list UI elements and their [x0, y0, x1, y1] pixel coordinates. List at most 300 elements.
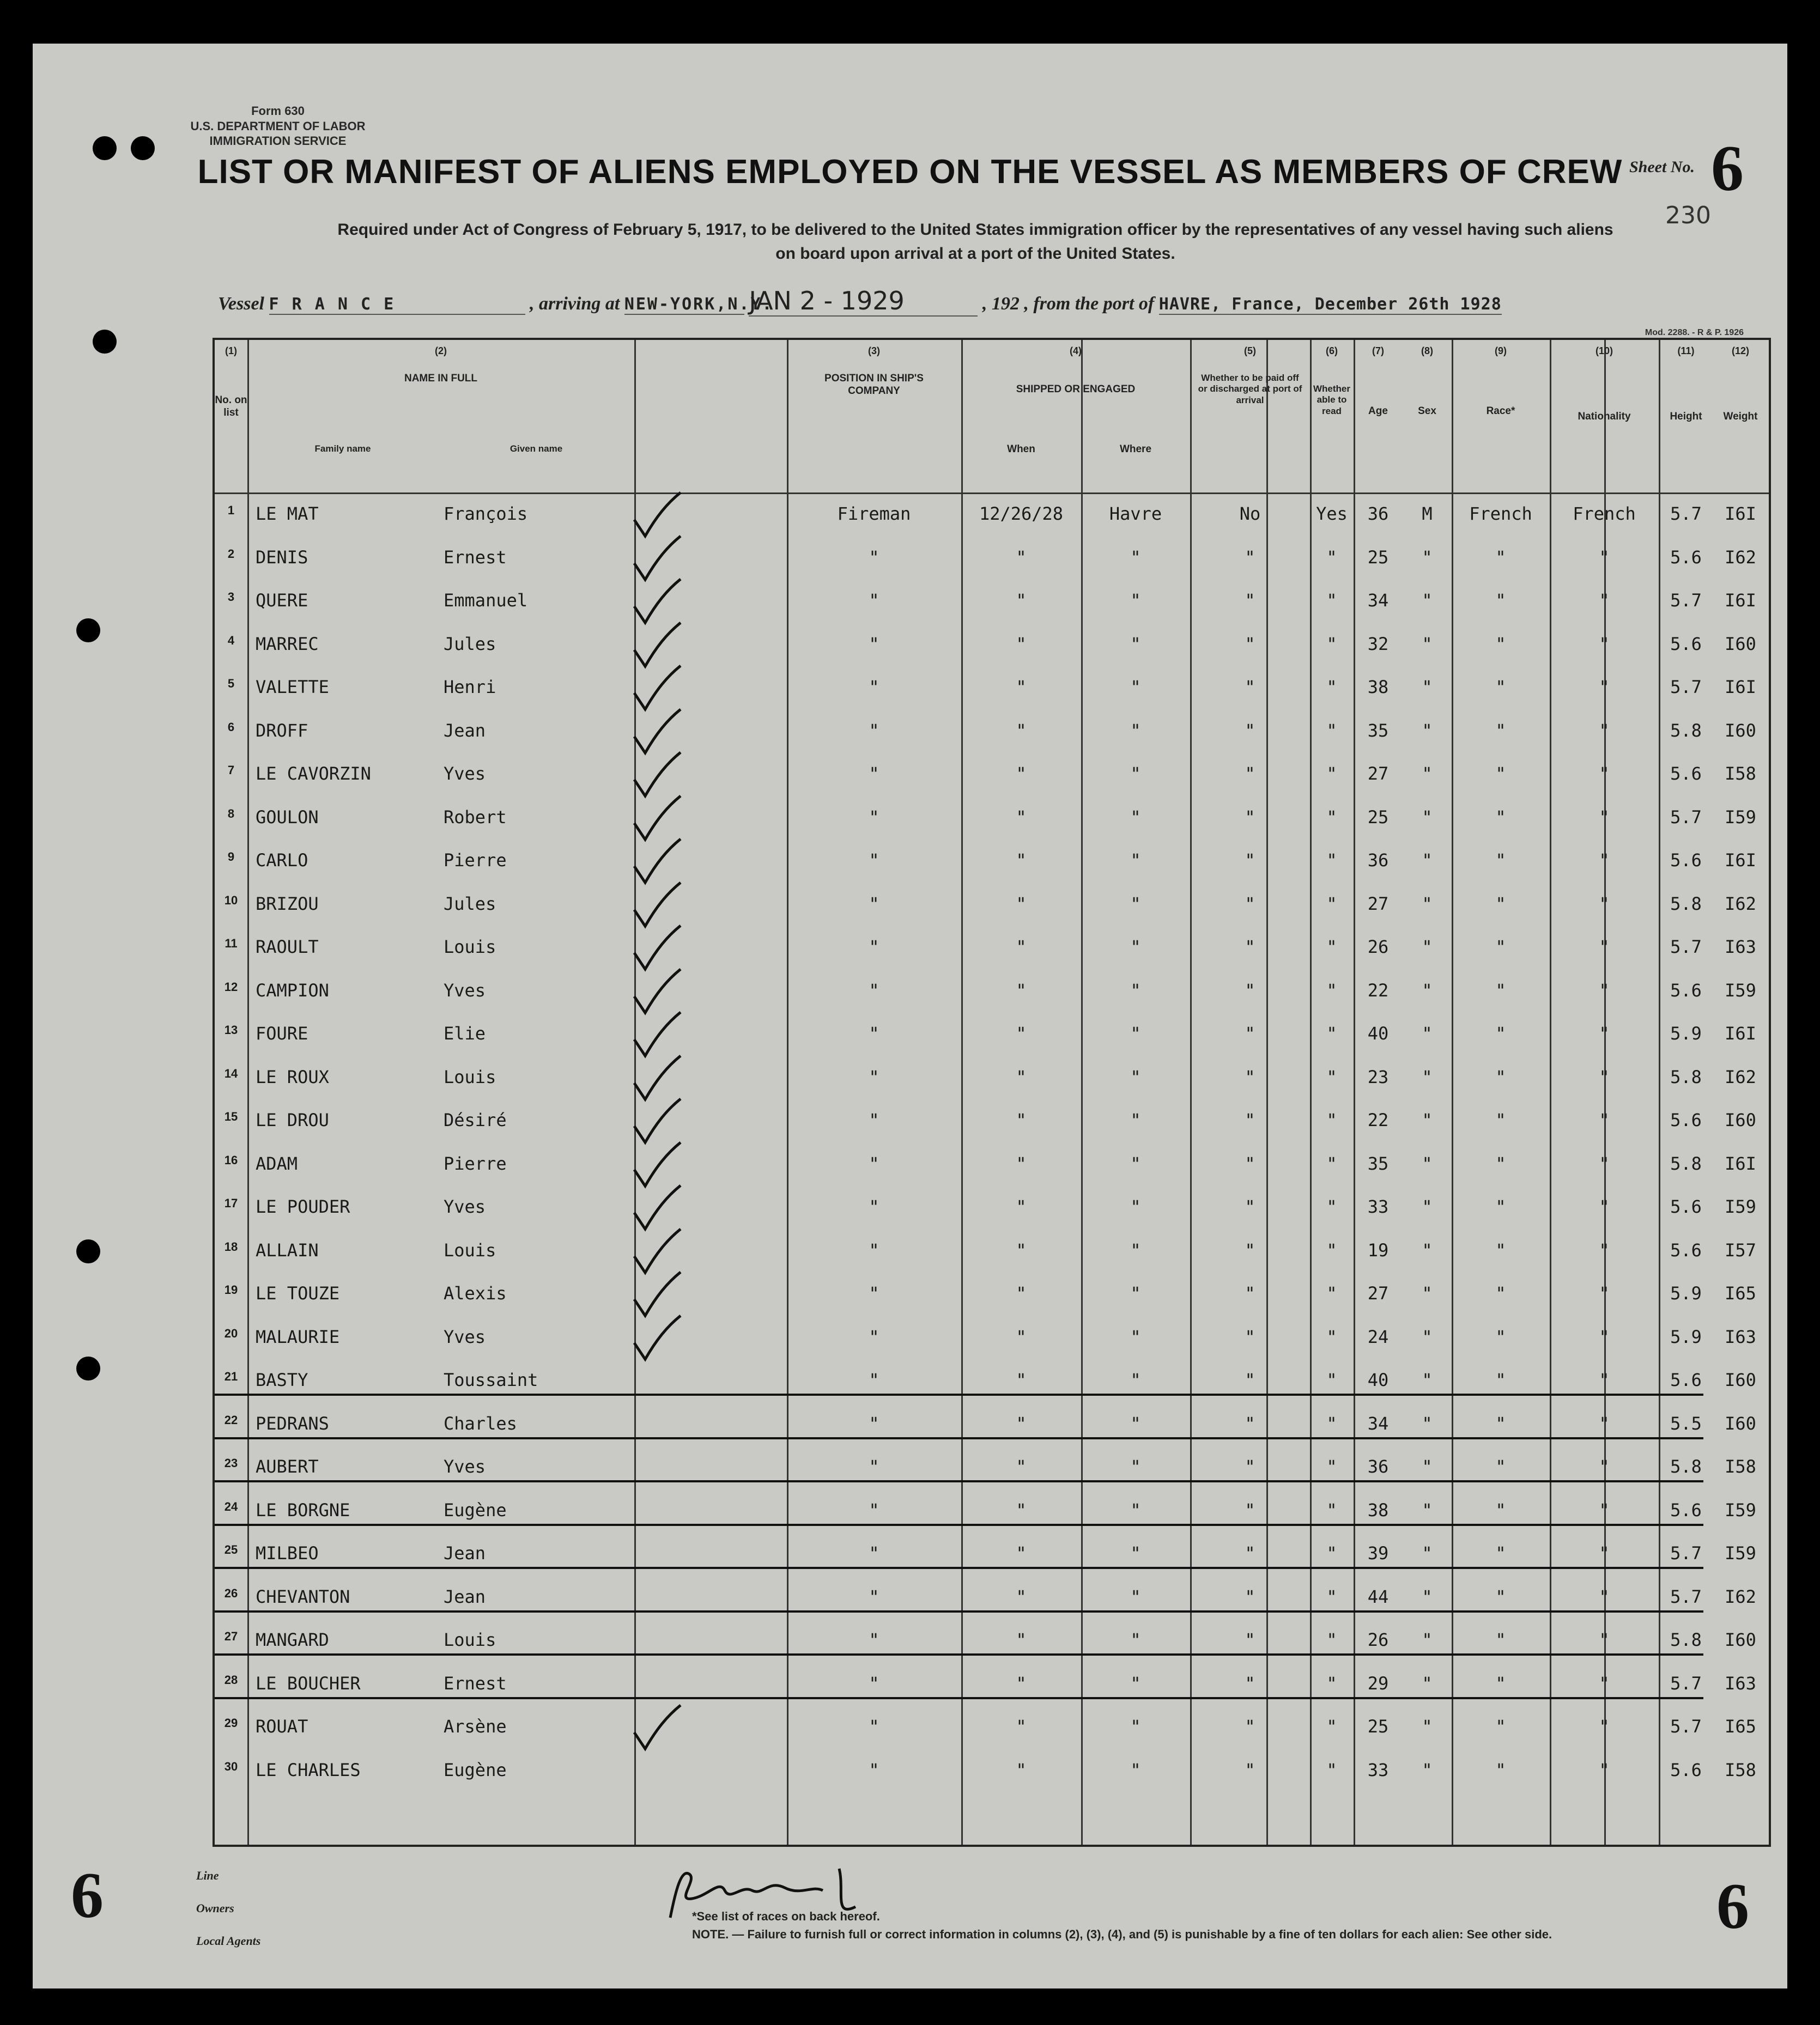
position: " — [869, 1110, 879, 1130]
paid-off: " — [1245, 1066, 1255, 1087]
given-name: Ernest — [444, 1673, 507, 1694]
family-name: ADAM — [256, 1153, 298, 1174]
strikethrough-line — [215, 1524, 1703, 1526]
shipped-where: Havre — [1109, 503, 1162, 524]
shipped-where: " — [1130, 1110, 1141, 1130]
given-name: Yves — [444, 763, 486, 784]
row-number: 13 — [224, 1023, 238, 1037]
race: " — [1495, 1716, 1506, 1737]
crew-table — [213, 338, 1771, 1847]
able-to-read: " — [1326, 1283, 1337, 1304]
nationality: " — [1599, 1153, 1610, 1174]
row-number: 16 — [224, 1153, 238, 1167]
paid-off: " — [1245, 546, 1255, 568]
weight: I6I — [1725, 503, 1756, 524]
position: " — [869, 1326, 879, 1347]
sex: " — [1422, 937, 1433, 957]
nationality: " — [1599, 546, 1610, 568]
from-port-label: , from the port of — [1024, 294, 1155, 314]
table-row — [215, 590, 1769, 633]
height: 5.8 — [1670, 1153, 1702, 1174]
shipped-where: " — [1130, 1413, 1141, 1434]
race: " — [1495, 1586, 1506, 1607]
able-to-read: " — [1326, 1370, 1337, 1390]
height: 5.8 — [1670, 893, 1702, 914]
local-agents-label: Local Agents — [196, 1934, 261, 1948]
strikethrough-line — [215, 1653, 1703, 1656]
row-number: 17 — [224, 1196, 238, 1210]
height: 5.7 — [1670, 503, 1702, 524]
family-name: LE POUDER — [256, 1196, 350, 1217]
shipped-when: " — [1016, 546, 1027, 568]
nationality: " — [1599, 980, 1610, 1001]
shipped-when: " — [1016, 1456, 1027, 1477]
vessel-label: Vessel — [218, 294, 264, 314]
given-name: Désiré — [444, 1110, 507, 1130]
page-stamp: 230 — [1665, 202, 1711, 229]
sex: " — [1422, 1239, 1433, 1261]
age: 35 — [1367, 1153, 1389, 1174]
shipped-when: " — [1016, 1239, 1027, 1261]
weight: I57 — [1725, 1239, 1756, 1261]
nationality: " — [1599, 1066, 1610, 1087]
row-number: 8 — [227, 806, 235, 820]
shipped-where: " — [1130, 1066, 1141, 1087]
weight: I63 — [1725, 1326, 1756, 1347]
nationality: " — [1599, 1629, 1610, 1650]
shipped-where: " — [1130, 1716, 1141, 1737]
shipped-where: " — [1130, 1456, 1141, 1477]
table-row — [215, 763, 1769, 806]
family-name: BASTY — [256, 1370, 308, 1390]
row-number: 10 — [224, 893, 238, 907]
position: " — [869, 1629, 879, 1650]
position: " — [869, 980, 879, 1001]
shipped-where: " — [1130, 1629, 1141, 1650]
shipped-where: " — [1130, 1499, 1141, 1521]
form-reference: Mod. 2288. - R & P. 1926 — [1645, 328, 1744, 337]
age: 19 — [1367, 1239, 1389, 1261]
family-name: LE CHARLES — [256, 1759, 361, 1780]
nationality: " — [1599, 1370, 1610, 1390]
height: 5.6 — [1670, 980, 1702, 1001]
nationality: " — [1599, 1586, 1610, 1607]
punch-hole — [76, 1239, 100, 1263]
family-name: AUBERT — [256, 1456, 319, 1477]
races-note: *See list of races on back hereof. — [692, 1910, 880, 1923]
sex: M — [1422, 503, 1433, 524]
nationality: " — [1599, 937, 1610, 957]
family-name: MILBEO — [256, 1543, 319, 1564]
position: " — [869, 720, 879, 741]
able-to-read: " — [1326, 1716, 1337, 1737]
given-name: Alexis — [444, 1283, 507, 1304]
row-number: 2 — [227, 546, 235, 561]
position: " — [869, 1413, 879, 1434]
family-name: MARREC — [256, 633, 319, 654]
race: " — [1495, 1370, 1506, 1390]
nationality: " — [1599, 893, 1610, 914]
family-name: MALAURIE — [256, 1326, 340, 1347]
weight: I63 — [1725, 1673, 1756, 1694]
nationality: " — [1599, 1413, 1610, 1434]
race: " — [1495, 1326, 1506, 1347]
paid-off: " — [1245, 1413, 1255, 1434]
given-name: Henri — [444, 677, 496, 697]
punch-hole — [131, 136, 155, 160]
shipped-where: " — [1130, 1023, 1141, 1044]
paid-off: " — [1245, 763, 1255, 784]
col-head-sex: Sex — [1418, 405, 1436, 417]
arriving-label: , arriving at — [530, 294, 620, 314]
race: " — [1495, 1759, 1506, 1780]
given-name: Jean — [444, 1586, 486, 1607]
shipped-when: " — [1016, 1370, 1027, 1390]
shipped-where: " — [1130, 1196, 1141, 1217]
row-number: 6 — [227, 720, 235, 734]
col-head-read: Whether able to read — [1313, 384, 1350, 416]
sex: " — [1422, 1066, 1433, 1087]
nationality: French — [1573, 503, 1636, 524]
race: " — [1495, 1499, 1506, 1521]
sex: " — [1422, 546, 1433, 568]
strikethrough-line — [215, 1610, 1703, 1613]
table-row — [215, 720, 1769, 763]
col-num-7: (7) — [1372, 345, 1384, 356]
given-name: Pierre — [444, 850, 507, 871]
table-row — [215, 1629, 1769, 1673]
row-number: 29 — [224, 1716, 238, 1730]
table-row — [215, 1067, 1769, 1110]
able-to-read: " — [1326, 1673, 1337, 1694]
col-head-weight: Weight — [1723, 411, 1758, 422]
weight: I62 — [1725, 1066, 1756, 1087]
race: " — [1495, 720, 1506, 741]
able-to-read: " — [1326, 763, 1337, 784]
shipped-where: " — [1130, 1326, 1141, 1347]
col-head-given: Given name — [509, 443, 563, 454]
row-number: 3 — [227, 590, 235, 604]
row-number: 25 — [224, 1543, 238, 1556]
given-name: Jean — [444, 720, 486, 741]
sex: " — [1422, 677, 1433, 697]
paid-off: " — [1245, 1110, 1255, 1130]
table-row — [215, 1673, 1769, 1716]
table-row — [215, 1716, 1769, 1759]
age: 24 — [1367, 1326, 1389, 1347]
paid-off: " — [1245, 1239, 1255, 1261]
subtitle-line-2: on board upon arrival at a port of the United States. — [775, 244, 1175, 263]
age: 33 — [1367, 1196, 1389, 1217]
shipped-when: " — [1016, 1543, 1027, 1564]
sex: " — [1422, 1629, 1433, 1650]
age: 38 — [1367, 677, 1389, 697]
shipped-when: " — [1016, 1110, 1027, 1130]
weight: I6I — [1725, 590, 1756, 611]
position: " — [869, 850, 879, 871]
paid-off: " — [1245, 1716, 1255, 1737]
family-name: CAMPION — [256, 980, 329, 1001]
nationality: " — [1599, 1499, 1610, 1521]
height: 5.6 — [1670, 850, 1702, 871]
check-mark-icon — [629, 1700, 683, 1754]
paid-off: " — [1245, 1370, 1255, 1390]
race: French — [1469, 503, 1532, 524]
position: " — [869, 1239, 879, 1261]
given-name: Robert — [444, 806, 507, 828]
sheet-number-footer-right: 6 — [1716, 1870, 1749, 1942]
sex: " — [1422, 850, 1433, 871]
row-number: 21 — [224, 1370, 238, 1383]
height: 5.8 — [1670, 1066, 1702, 1087]
col-head-family: Family name — [314, 443, 371, 454]
sex: " — [1422, 1370, 1433, 1390]
race: " — [1495, 1629, 1506, 1650]
sex: " — [1422, 1759, 1433, 1780]
able-to-read: " — [1326, 806, 1337, 828]
family-name: PEDRANS — [256, 1413, 329, 1434]
col-num-4: (4) — [1070, 345, 1082, 356]
shipped-when: " — [1016, 1629, 1027, 1650]
given-name: Elie — [444, 1023, 486, 1044]
able-to-read: " — [1326, 1543, 1337, 1564]
weight: I65 — [1725, 1716, 1756, 1737]
strikethrough-line — [215, 1697, 1703, 1699]
sex: " — [1422, 1456, 1433, 1477]
sex: " — [1422, 1716, 1433, 1737]
able-to-read: " — [1326, 1239, 1337, 1261]
age: 29 — [1367, 1673, 1389, 1694]
race: " — [1495, 937, 1506, 957]
departure-port: HAVRE, France, December 26th 1928 — [1158, 295, 1502, 314]
family-name: BRIZOU — [256, 893, 319, 914]
able-to-read: " — [1326, 546, 1337, 568]
race: " — [1495, 893, 1506, 914]
strikethrough-line — [215, 1437, 1703, 1439]
table-row — [215, 1327, 1769, 1370]
height: 5.6 — [1670, 1196, 1702, 1217]
age: 36 — [1367, 1456, 1389, 1477]
nationality: " — [1599, 1759, 1610, 1780]
form-number — [180, 104, 376, 149]
sex: " — [1422, 1326, 1433, 1347]
weight: I59 — [1725, 1196, 1756, 1217]
row-number: 15 — [224, 1110, 238, 1123]
row-number: 11 — [225, 937, 238, 950]
table-row — [215, 807, 1769, 850]
height: 5.9 — [1670, 1326, 1702, 1347]
weight: I63 — [1725, 937, 1756, 957]
race: " — [1495, 1110, 1506, 1130]
weight: I59 — [1725, 1543, 1756, 1564]
weight: I59 — [1725, 980, 1756, 1001]
table-row — [215, 1283, 1769, 1326]
family-name: LE BOUCHER — [256, 1673, 361, 1694]
height: 5.6 — [1670, 1499, 1702, 1521]
family-name: GOULON — [256, 806, 319, 828]
weight: I6I — [1725, 1023, 1756, 1044]
paid-off: No — [1239, 503, 1261, 524]
age: 26 — [1367, 1629, 1389, 1650]
weight: I6I — [1725, 850, 1756, 871]
age: 22 — [1367, 980, 1389, 1001]
shipped-when: " — [1016, 720, 1027, 741]
shipped-where: " — [1130, 1370, 1141, 1390]
age: 26 — [1367, 937, 1389, 957]
able-to-read: " — [1326, 1196, 1337, 1217]
age: 40 — [1367, 1370, 1389, 1390]
service-text: IMMIGRATION SERVICE — [209, 134, 347, 148]
shipped-when: " — [1016, 677, 1027, 697]
height: 5.7 — [1670, 1586, 1702, 1607]
family-name: CHEVANTON — [256, 1586, 350, 1607]
position: " — [869, 590, 879, 611]
paid-off: " — [1245, 1326, 1255, 1347]
weight: I58 — [1725, 1456, 1756, 1477]
sex: " — [1422, 763, 1433, 784]
sex: " — [1422, 1283, 1433, 1304]
sex: " — [1422, 1196, 1433, 1217]
able-to-read: " — [1326, 1586, 1337, 1607]
paid-off: " — [1245, 1283, 1255, 1304]
vessel-line — [218, 286, 1760, 317]
weight: I62 — [1725, 893, 1756, 914]
position: " — [869, 806, 879, 828]
table-row — [215, 1370, 1769, 1413]
age: 34 — [1367, 590, 1389, 611]
given-name: Yves — [444, 980, 486, 1001]
sex: " — [1422, 633, 1433, 654]
position: " — [869, 1283, 879, 1304]
shipped-when: " — [1016, 980, 1027, 1001]
race: " — [1495, 1023, 1506, 1044]
sex: " — [1422, 806, 1433, 828]
able-to-read: " — [1326, 677, 1337, 697]
height: 5.6 — [1670, 546, 1702, 568]
row-number: 22 — [224, 1413, 238, 1427]
given-name: Jules — [444, 893, 496, 914]
able-to-read: " — [1326, 1110, 1337, 1130]
nationality: " — [1599, 677, 1610, 697]
shipped-when: " — [1016, 1413, 1027, 1434]
paid-off: " — [1245, 1499, 1255, 1521]
able-to-read: " — [1326, 1456, 1337, 1477]
sex: " — [1422, 1543, 1433, 1564]
position: " — [869, 893, 879, 914]
able-to-read: " — [1326, 1413, 1337, 1434]
race: " — [1495, 1283, 1506, 1304]
position: " — [869, 677, 879, 697]
sheet-number-label: Sheet No. — [1629, 158, 1695, 176]
given-name: Eugène — [444, 1759, 507, 1780]
weight: I59 — [1725, 806, 1756, 828]
sheet-number: 6 — [1711, 132, 1744, 204]
row-number: 4 — [227, 633, 235, 647]
weight: I60 — [1725, 720, 1756, 741]
strikethrough-line — [215, 1394, 1703, 1396]
col-num-1: (1) — [225, 345, 237, 356]
col-num-5: (5) — [1244, 345, 1256, 356]
race: " — [1495, 1543, 1506, 1564]
row-number: 5 — [227, 677, 235, 690]
row-number: 9 — [227, 850, 235, 863]
year-label: , 192 — [982, 294, 1020, 314]
weight: I6I — [1725, 677, 1756, 697]
paid-off: " — [1245, 677, 1255, 697]
able-to-read: Yes — [1316, 503, 1348, 524]
position: " — [869, 1499, 879, 1521]
table-row — [215, 1413, 1769, 1456]
owners-label: Owners — [196, 1901, 234, 1915]
col-num-8: (8) — [1421, 345, 1433, 356]
given-name: Yves — [444, 1326, 486, 1347]
family-name: CARLO — [256, 850, 308, 871]
weight: I58 — [1725, 763, 1756, 784]
height: 5.9 — [1670, 1023, 1702, 1044]
height: 5.7 — [1670, 1543, 1702, 1564]
given-name: Louis — [444, 1066, 496, 1087]
paid-off: " — [1245, 633, 1255, 654]
shipped-where: " — [1130, 633, 1141, 654]
shipped-when: " — [1016, 1586, 1027, 1607]
paid-off: " — [1245, 980, 1255, 1001]
row-number: 26 — [224, 1586, 238, 1600]
family-name: LE TOUZE — [256, 1283, 340, 1304]
weight: I60 — [1725, 1370, 1756, 1390]
nationality: " — [1599, 1673, 1610, 1694]
shipped-when: " — [1016, 1283, 1027, 1304]
subtitle-line-1: Required under Act of Congress of February 5, 1917, to be delivered to the United States immigration officer by the representatives of any vessel having such aliens — [337, 221, 1613, 239]
arrival-port: NEW-YORK,N.Y. — [624, 295, 774, 314]
height: 5.6 — [1670, 763, 1702, 784]
col-head-race: Race* — [1486, 405, 1515, 417]
nationality: " — [1599, 720, 1610, 741]
position: " — [869, 1153, 879, 1174]
paid-off: " — [1245, 1759, 1255, 1780]
position: " — [869, 633, 879, 654]
shipped-when: " — [1016, 590, 1027, 611]
row-number: 20 — [224, 1326, 238, 1340]
family-name: DROFF — [256, 720, 308, 741]
family-name: FOURE — [256, 1023, 308, 1044]
shipped-where: " — [1130, 720, 1141, 741]
paid-off: " — [1245, 720, 1255, 741]
family-name: ROUAT — [256, 1716, 308, 1737]
family-name: MANGARD — [256, 1629, 329, 1650]
sex: " — [1422, 1110, 1433, 1130]
table-row — [215, 634, 1769, 677]
line-label: Line — [196, 1869, 219, 1882]
paid-off: " — [1245, 1673, 1255, 1694]
strikethrough-line — [215, 1480, 1703, 1482]
position: " — [869, 1586, 879, 1607]
family-name: LE DROU — [256, 1110, 329, 1130]
nationality: " — [1599, 1543, 1610, 1564]
age: 33 — [1367, 1759, 1389, 1780]
table-row — [215, 937, 1769, 980]
race: " — [1495, 1673, 1506, 1694]
shipped-when: " — [1016, 1759, 1027, 1780]
paid-off: " — [1245, 893, 1255, 914]
sex: " — [1422, 1586, 1433, 1607]
able-to-read: " — [1326, 1629, 1337, 1650]
nationality: " — [1599, 1239, 1610, 1261]
shipped-when: " — [1016, 1673, 1027, 1694]
able-to-read: " — [1326, 1023, 1337, 1044]
height: 5.8 — [1670, 1629, 1702, 1650]
height: 5.8 — [1670, 1456, 1702, 1477]
given-name: Charles — [444, 1413, 517, 1434]
